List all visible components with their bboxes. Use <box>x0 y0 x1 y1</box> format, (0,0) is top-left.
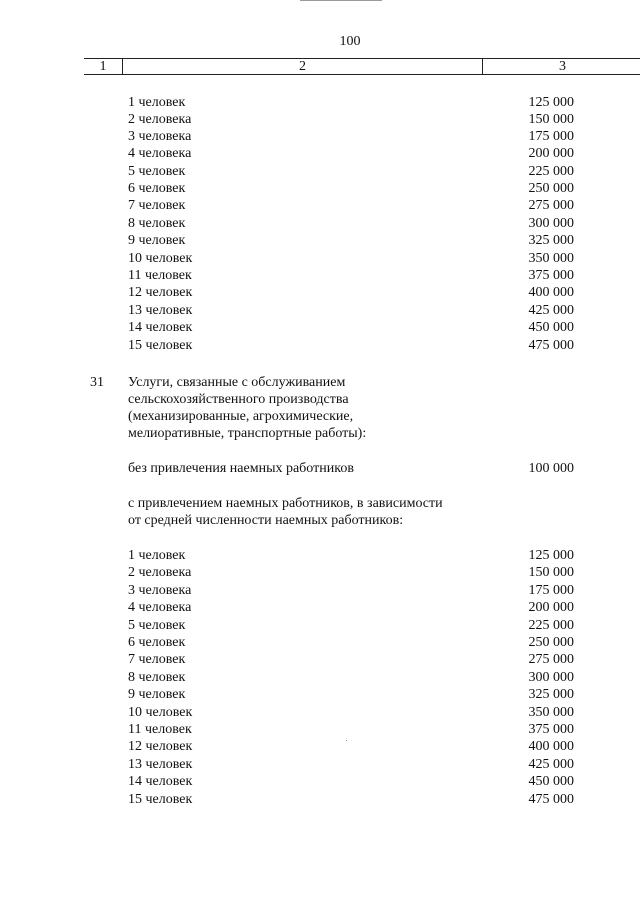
row-label: 11 человек <box>128 722 192 737</box>
table-row <box>128 337 574 354</box>
row-value: 400 000 <box>528 285 574 300</box>
row-value: 325 000 <box>528 233 574 248</box>
row-label: 8 человек <box>128 670 186 685</box>
table-row <box>128 163 574 180</box>
row-value: 350 000 <box>528 705 574 720</box>
row-value: 425 000 <box>528 303 574 318</box>
row-label: 14 человек <box>128 320 193 335</box>
page-number: 100 <box>339 34 361 49</box>
row-value: 300 000 <box>528 216 574 231</box>
with-workers-line: с привлечением наемных работников, в зависимости <box>128 496 443 511</box>
row-label: 12 человек <box>128 285 193 300</box>
row-value: 125 000 <box>528 95 574 110</box>
row-label: 6 человек <box>128 635 186 650</box>
row-value: 425 000 <box>528 757 574 772</box>
row-value: 250 000 <box>528 181 574 196</box>
row-label: 15 человек <box>128 338 193 353</box>
top-rule <box>300 0 382 1</box>
row-value: 200 000 <box>528 146 574 161</box>
item-title-line: (механизированные, агрохимические, <box>128 409 354 424</box>
row-label: 9 человек <box>128 687 186 702</box>
header-col-3: 3 <box>482 59 640 74</box>
row-label: 3 человека <box>128 583 192 598</box>
table-row <box>128 756 574 773</box>
table-row <box>128 651 574 668</box>
row-label: 5 человек <box>128 618 186 633</box>
row-value: 225 000 <box>528 164 574 179</box>
table-row <box>128 773 574 790</box>
table-row <box>128 564 574 581</box>
row-value: 450 000 <box>528 774 574 789</box>
table-row <box>128 686 574 703</box>
table-row <box>128 721 574 738</box>
scan-speck <box>346 740 347 741</box>
table-row <box>128 669 574 686</box>
row-label: 2 человека <box>128 112 192 127</box>
row-label: 15 человек <box>128 792 193 807</box>
item-title-line: Услуги, связанные с обслуживанием <box>128 375 346 390</box>
item-title-line: мелиоративные, транспортные работы): <box>128 426 367 441</box>
row-value: 450 000 <box>528 320 574 335</box>
row-label: 10 человек <box>128 251 193 266</box>
row-label: 14 человек <box>128 774 193 789</box>
table-row <box>128 704 574 721</box>
row-label: 3 человека <box>128 129 192 144</box>
row-value: 150 000 <box>528 112 574 127</box>
with-workers-line: от средней численности наемных работников: <box>128 513 404 528</box>
table-row <box>128 232 574 249</box>
table-row <box>128 197 574 214</box>
table-row <box>128 791 574 808</box>
header-col-1: 1 <box>99 58 107 74</box>
row-value: 100 000 <box>528 461 574 476</box>
table-row <box>128 582 574 599</box>
table-row <box>128 738 574 755</box>
row-value: 275 000 <box>528 652 574 667</box>
table-row <box>128 599 574 616</box>
without-workers-row <box>128 460 574 477</box>
row-label: 4 человека <box>128 600 192 615</box>
row-label: 9 человек <box>128 233 186 248</box>
row-value: 375 000 <box>528 722 574 737</box>
row-label: 7 человек <box>128 652 186 667</box>
row-value: 150 000 <box>528 565 574 580</box>
row-label: 6 человек <box>128 181 186 196</box>
row-label: 2 человека <box>128 565 192 580</box>
table-row <box>128 302 574 319</box>
row-value: 200 000 <box>528 600 574 615</box>
row-value: 350 000 <box>528 251 574 266</box>
row-value: 475 000 <box>528 792 574 807</box>
table-row <box>128 111 574 128</box>
row-label: 11 человек <box>128 268 192 283</box>
table-row <box>128 180 574 197</box>
row-label: 12 человек <box>128 739 193 754</box>
table-row <box>128 250 574 267</box>
row-value: 125 000 <box>528 548 574 563</box>
table-row <box>128 267 574 284</box>
row-label: 7 человек <box>128 198 186 213</box>
table-row <box>128 319 574 336</box>
table-row <box>128 128 574 145</box>
row-label: 13 человек <box>128 303 193 318</box>
row-value: 175 000 <box>528 583 574 598</box>
table-row <box>128 145 574 162</box>
row-label: 8 человек <box>128 216 186 231</box>
table-row <box>128 94 574 111</box>
table-row <box>128 284 574 301</box>
row-value: 175 000 <box>528 129 574 144</box>
row-label: 1 человек <box>128 548 186 563</box>
row-value: 325 000 <box>528 687 574 702</box>
row-value: 400 000 <box>528 739 574 754</box>
table-row <box>128 547 574 564</box>
table-row <box>128 215 574 232</box>
row-label: 5 человек <box>128 164 186 179</box>
row-label: 1 человек <box>128 95 186 110</box>
row-value: 275 000 <box>528 198 574 213</box>
row-value: 225 000 <box>528 618 574 633</box>
row-value: 250 000 <box>528 635 574 650</box>
table-header <box>84 58 640 75</box>
row-label: без привлечения наемных работников <box>128 461 354 476</box>
row-value: 300 000 <box>528 670 574 685</box>
row-label: 10 человек <box>128 705 193 720</box>
table-row <box>128 634 574 651</box>
row-label: 13 человек <box>128 757 193 772</box>
row-label: 4 человека <box>128 146 192 161</box>
table-row <box>128 617 574 634</box>
row-value: 375 000 <box>528 268 574 283</box>
item-number: 31 <box>90 375 104 390</box>
row-value: 475 000 <box>528 338 574 353</box>
item-title-line: сельскохозяйственного производства <box>128 392 349 407</box>
header-col-2: 2 <box>122 59 482 74</box>
